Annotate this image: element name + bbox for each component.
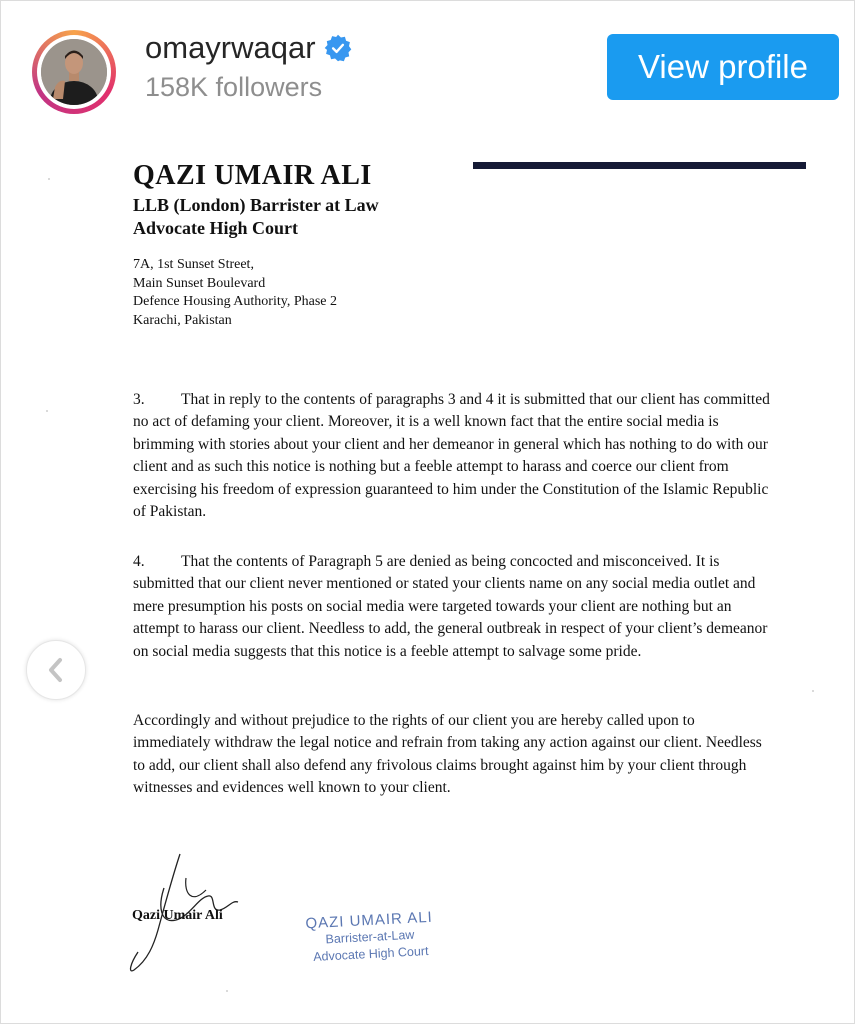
scan-speck	[226, 990, 228, 992]
stamp-line: QAZI UMAIR ALI	[305, 908, 434, 933]
address-line: Karachi, Pakistan	[133, 312, 232, 328]
avatar-photo	[41, 39, 107, 105]
verified-badge-icon	[324, 34, 352, 62]
paragraph-3	[133, 389, 776, 523]
stamp-line: Barrister-at-Law	[325, 927, 415, 947]
paragraph-number: 3.	[133, 391, 145, 408]
address-line: Defence Housing Authority, Phase 2	[133, 294, 337, 310]
letterhead-rule	[473, 162, 806, 169]
follower-count: 158K followers	[145, 72, 323, 102]
paragraph-text: That the contents of Paragraph 5 are denied as being concocted and misconceived. It is submitted that our client never mentioned or stated your clients name on any social media outlet and mere presumption his posts on social media were targeted towards your client are nothing but an attempt to harass our client. Needless to add, the general outbreak in respect of your client’s demeanor on social media suggests that this notice is a feeble attempt to salvage some pride.	[133, 553, 768, 660]
avatar[interactable]	[32, 30, 116, 114]
username[interactable]: omayrwaqar	[145, 30, 316, 65]
username-row[interactable]	[145, 30, 352, 66]
scan-speck	[812, 690, 814, 692]
address-line: Main Sunset Boulevard	[133, 275, 266, 291]
closing-paragraph: Accordingly and without prejudice to the rights of our client you are hereby called upon to immediately withdraw the legal notice and refrain from taking any action against our client. Needless to add, our client shall also defend any frivolous claims brought against him by your client through witnesses and evidences well known to your client.	[133, 712, 762, 797]
lawyer-name: QAZI UMAIR ALI	[133, 160, 372, 191]
signatory-name: Qazi Umair Ali	[132, 908, 223, 923]
stamp	[289, 908, 451, 967]
view-profile-button[interactable]: View profile	[607, 34, 839, 100]
paragraph-text: That in reply to the contents of paragraphs 3 and 4 it is submitted that our client has committed no act of defaming your client. Moreover, it is a well known fact that the entire social media is brimming with stories about your client and her demeanor in general which has nothing to do with our client and as such this notice is nothing but a feeble attempt to harass and coerce our client from exercising his freedom of expression guaranteed to him under the Constitution of the Islamic Republic of Pakistan.	[133, 391, 770, 521]
scan-speck	[48, 178, 50, 180]
lawyer-credential: LLB (London) Barrister at Law	[133, 195, 379, 215]
previous-slide-button[interactable]	[26, 640, 86, 700]
stamp-line: Advocate High Court	[312, 943, 429, 964]
address-block	[133, 256, 337, 330]
chevron-left-icon	[45, 657, 67, 683]
address-line: 7A, 1st Sunset Street,	[133, 257, 254, 272]
scan-speck	[46, 410, 48, 412]
lawyer-credential: Advocate High Court	[133, 218, 298, 238]
paragraph-number: 4.	[133, 553, 145, 570]
paragraph-4	[133, 551, 776, 663]
